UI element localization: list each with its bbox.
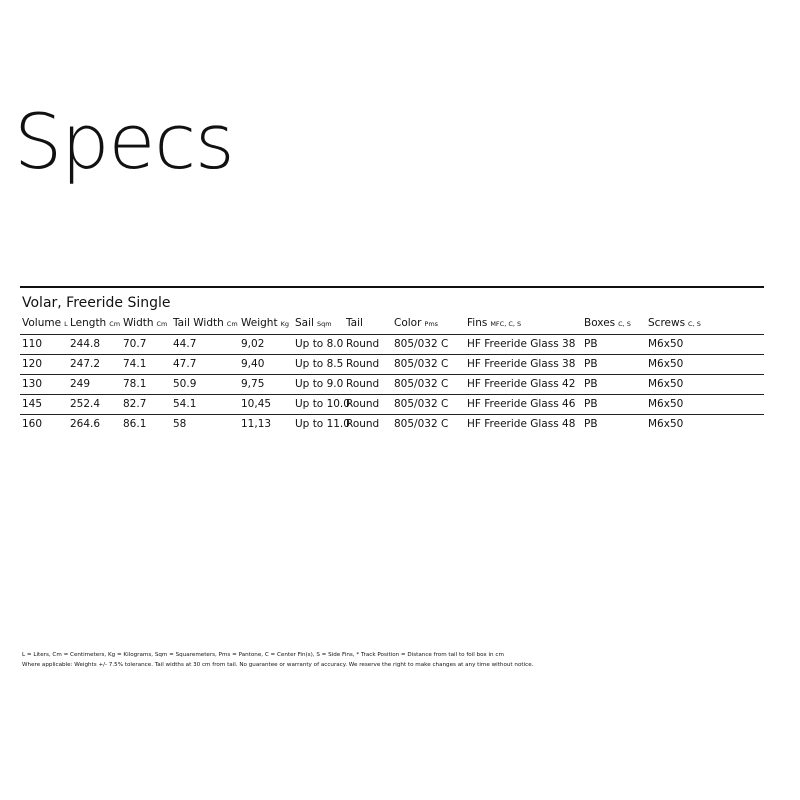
header-volume: Volume L — [22, 317, 68, 329]
cell-volume: 110 — [22, 338, 43, 350]
cell-width: 70.7 — [123, 338, 147, 350]
cell-color: 805/032 C — [394, 338, 449, 350]
cell-volume: 160 — [22, 418, 43, 430]
cell-sail: Up to 11.0 — [295, 418, 350, 430]
cell-boxes: PB — [584, 398, 598, 410]
footnotes — [22, 651, 533, 670]
cell-color: 805/032 C — [394, 358, 449, 370]
header-boxes: Boxes C, S — [584, 317, 631, 329]
cell-tail: Round — [346, 378, 380, 390]
table-row — [20, 355, 764, 375]
cell-length: 252.4 — [70, 398, 101, 410]
header-width: Width Cm — [123, 317, 168, 329]
cell-screws: M6x50 — [648, 338, 684, 350]
cell-boxes: PB — [584, 338, 598, 350]
cell-sail: Up to 10.0 — [295, 398, 350, 410]
footnote-disclaimer: Where applicable: Weights +/- 7.5% tolerance. Tail widths at 30 cm from tail. No guarantee or warranty of accuracy. We reserve the right to make changes at any time without notice. — [22, 661, 534, 668]
cell-tail-width: 47.7 — [173, 358, 197, 370]
table-row — [20, 395, 764, 415]
header-length: Length Cm — [70, 317, 121, 329]
cell-tail: Round — [346, 398, 380, 410]
cell-weight: 10,45 — [241, 398, 272, 410]
cell-color: 805/032 C — [394, 418, 449, 430]
cell-sail: Up to 9.0 — [295, 378, 344, 390]
cell-weight: 11,13 — [241, 418, 272, 430]
cell-boxes: PB — [584, 418, 598, 430]
cell-screws: M6x50 — [648, 418, 684, 430]
cell-color: 805/032 C — [394, 398, 449, 410]
header-weight: Weight Kg — [241, 317, 289, 329]
cell-volume: 145 — [22, 398, 43, 410]
cell-sail: Up to 8.5 — [295, 358, 344, 370]
cell-sail: Up to 8.0 — [295, 338, 344, 350]
cell-width: 78.1 — [123, 378, 147, 390]
cell-boxes: PB — [584, 358, 598, 370]
cell-screws: M6x50 — [648, 358, 684, 370]
cell-color: 805/032 C — [394, 378, 449, 390]
specs-table — [20, 314, 764, 434]
cell-screws: M6x50 — [648, 378, 684, 390]
cell-width: 74.1 — [123, 358, 147, 370]
cell-boxes: PB — [584, 378, 598, 390]
cell-tail-width: 50.9 — [173, 378, 197, 390]
cell-width: 82.7 — [123, 398, 147, 410]
table-row — [20, 335, 764, 355]
cell-tail: Round — [346, 358, 380, 370]
table-row — [20, 375, 764, 395]
cell-tail-width: 54.1 — [173, 398, 197, 410]
cell-volume: 130 — [22, 378, 43, 390]
footnote-legend: L = Liters, Cm = Centimeters, Kg = Kilograms, Sqm = Squaremeters, Pms = Pantone, C = Center Fin(s), S = Side Fins, * Track Position = Distance from tail to foil box in cm — [22, 652, 504, 658]
cell-length: 264.6 — [70, 418, 101, 430]
cell-screws: M6x50 — [648, 398, 684, 410]
cell-fins: HF Freeride Glass 38 — [467, 338, 576, 350]
header-tail: Tail — [346, 317, 363, 329]
header-sail: Sail Sqm — [295, 317, 332, 329]
product-name: Volar, Freeride Single — [22, 295, 171, 311]
cell-length: 244.8 — [70, 338, 101, 350]
cell-weight: 9,40 — [241, 358, 265, 370]
cell-fins: HF Freeride Glass 38 — [467, 358, 576, 370]
header-fins: Fins MFC, C, S — [467, 317, 522, 329]
header-tail-width: Tail Width Cm — [173, 317, 238, 329]
top-divider — [20, 286, 764, 288]
cell-tail: Round — [346, 338, 380, 350]
page-title: Specs — [14, 97, 234, 186]
cell-weight: 9,02 — [241, 338, 265, 350]
cell-fins: HF Freeride Glass 46 — [467, 398, 576, 410]
table-row — [20, 415, 764, 434]
cell-length: 247.2 — [70, 358, 101, 370]
cell-fins: HF Freeride Glass 48 — [467, 418, 576, 430]
header-screws: Screws C, S — [648, 317, 701, 329]
cell-tail: Round — [346, 418, 380, 430]
cell-tail-width: 44.7 — [173, 338, 197, 350]
cell-weight: 9,75 — [241, 378, 265, 390]
cell-tail-width: 58 — [173, 418, 187, 430]
header-color: Color Pms — [394, 317, 439, 329]
table-header-row — [20, 314, 764, 335]
cell-length: 249 — [70, 378, 91, 390]
cell-fins: HF Freeride Glass 42 — [467, 378, 576, 390]
cell-width: 86.1 — [123, 418, 147, 430]
cell-volume: 120 — [22, 358, 43, 370]
